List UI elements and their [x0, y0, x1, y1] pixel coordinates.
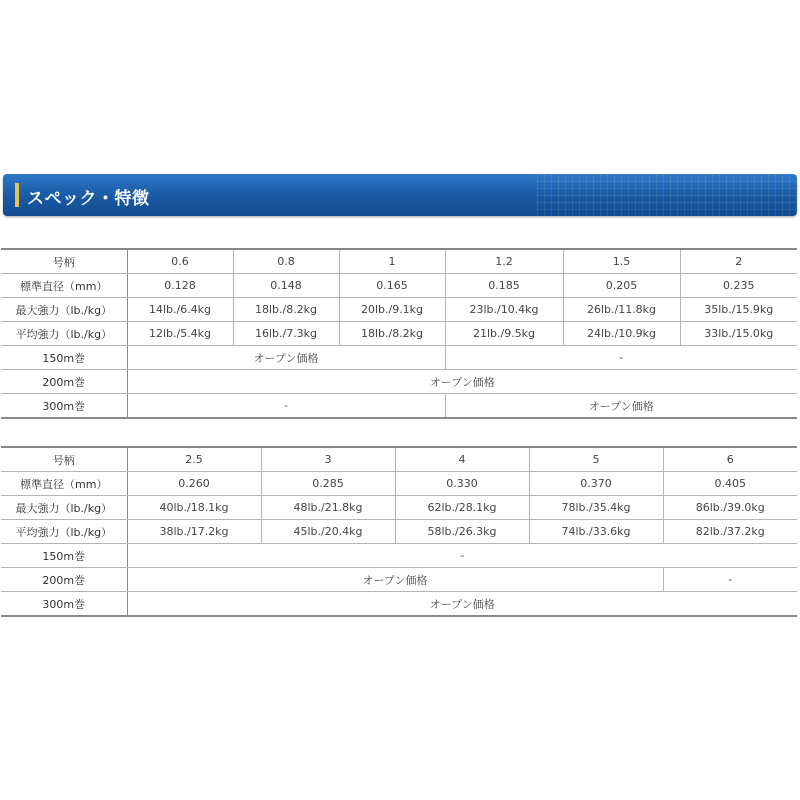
table-cell: 0.285: [261, 472, 395, 496]
table-cell: 12lb./5.4kg: [127, 322, 233, 346]
table-cell: 3: [261, 447, 395, 472]
table-row-avg-strength: [1, 322, 797, 346]
header-grid-pattern: [537, 174, 797, 216]
table-row-300m: [1, 394, 797, 419]
table-row-max-strength: [1, 298, 797, 322]
table-cell: 38lb./17.2kg: [127, 520, 261, 544]
table-cell: 24lb./10.9kg: [563, 322, 680, 346]
table-cell: 20lb./9.1kg: [339, 298, 445, 322]
table-cell: 0.330: [395, 472, 529, 496]
table-row-avg-strength: [1, 520, 797, 544]
row-label: 200m巻: [1, 370, 127, 394]
table-cell: 48lb./21.8kg: [261, 496, 395, 520]
table-cell: 82lb./37.2kg: [663, 520, 797, 544]
table-cell: 0.235: [680, 274, 797, 298]
table-row-diameter: [1, 274, 797, 298]
table-cell-price: オープン価格: [127, 346, 445, 370]
table-row-200m: [1, 568, 797, 592]
row-label: 300m巻: [1, 592, 127, 617]
table-cell: 58lb./26.3kg: [395, 520, 529, 544]
table-cell-price: オープン価格: [127, 370, 797, 394]
table-cell: 1.5: [563, 249, 680, 274]
table-cell: 40lb./18.1kg: [127, 496, 261, 520]
table-cell-price: -: [445, 346, 797, 370]
table-cell: 2: [680, 249, 797, 274]
table-cell: 33lb./15.0kg: [680, 322, 797, 346]
table-row-300m: [1, 592, 797, 617]
table-cell: 0.185: [445, 274, 563, 298]
row-label: 150m巻: [1, 544, 127, 568]
row-label: 平均強力（lb./kg）: [1, 520, 127, 544]
table-cell: 0.205: [563, 274, 680, 298]
table-cell: 1.2: [445, 249, 563, 274]
spec-table-1: [1, 248, 797, 419]
row-label: 平均強力（lb./kg）: [1, 322, 127, 346]
row-label: 標準直径（mm）: [1, 274, 127, 298]
table-row-max-strength: [1, 496, 797, 520]
table-cell-price: -: [127, 394, 445, 419]
row-label: 号柄: [1, 447, 127, 472]
table-cell: 0.165: [339, 274, 445, 298]
table-cell: 86lb./39.0kg: [663, 496, 797, 520]
table-cell: 0.6: [127, 249, 233, 274]
table-cell: 0.128: [127, 274, 233, 298]
table-cell-price: オープン価格: [127, 592, 797, 617]
table-cell: 0.405: [663, 472, 797, 496]
table-cell: 0.370: [529, 472, 663, 496]
row-label: 150m巻: [1, 346, 127, 370]
row-label: 300m巻: [1, 394, 127, 419]
table-cell: 0.8: [233, 249, 339, 274]
table-row-150m: [1, 544, 797, 568]
table-row-gou: [1, 447, 797, 472]
table-cell: 5: [529, 447, 663, 472]
section-title: スペック・特徴: [27, 189, 150, 209]
row-label: 最大強力（lb./kg）: [1, 298, 127, 322]
row-label: 号柄: [1, 249, 127, 274]
table-row-gou: [1, 249, 797, 274]
table-cell: 1: [339, 249, 445, 274]
table-cell: 45lb./20.4kg: [261, 520, 395, 544]
table-cell: 78lb./35.4kg: [529, 496, 663, 520]
table-cell: 0.148: [233, 274, 339, 298]
table-row-diameter: [1, 472, 797, 496]
table-cell-price: -: [127, 544, 797, 568]
table-cell: 6: [663, 447, 797, 472]
table-cell: 18lb./8.2kg: [339, 322, 445, 346]
table-cell: 62lb./28.1kg: [395, 496, 529, 520]
table-cell-price: -: [663, 568, 797, 592]
table-cell: 35lb./15.9kg: [680, 298, 797, 322]
table-row-200m: [1, 370, 797, 394]
table-cell-price: オープン価格: [127, 568, 663, 592]
table-cell: 23lb./10.4kg: [445, 298, 563, 322]
row-label: 200m巻: [1, 568, 127, 592]
table-cell: 0.260: [127, 472, 261, 496]
table-row-150m: [1, 346, 797, 370]
table-cell: 16lb./7.3kg: [233, 322, 339, 346]
table-cell: 4: [395, 447, 529, 472]
table-cell: 18lb./8.2kg: [233, 298, 339, 322]
table-cell: 26lb./11.8kg: [563, 298, 680, 322]
spec-table-2: [1, 446, 797, 617]
row-label: 最大強力（lb./kg）: [1, 496, 127, 520]
table-cell: 14lb./6.4kg: [127, 298, 233, 322]
row-label: 標準直径（mm）: [1, 472, 127, 496]
section-header: [3, 174, 797, 216]
table-cell-price: オープン価格: [445, 394, 797, 419]
table-cell: 74lb./33.6kg: [529, 520, 663, 544]
header-accent-bar: [15, 183, 19, 207]
table-cell: 2.5: [127, 447, 261, 472]
table-cell: 21lb./9.5kg: [445, 322, 563, 346]
